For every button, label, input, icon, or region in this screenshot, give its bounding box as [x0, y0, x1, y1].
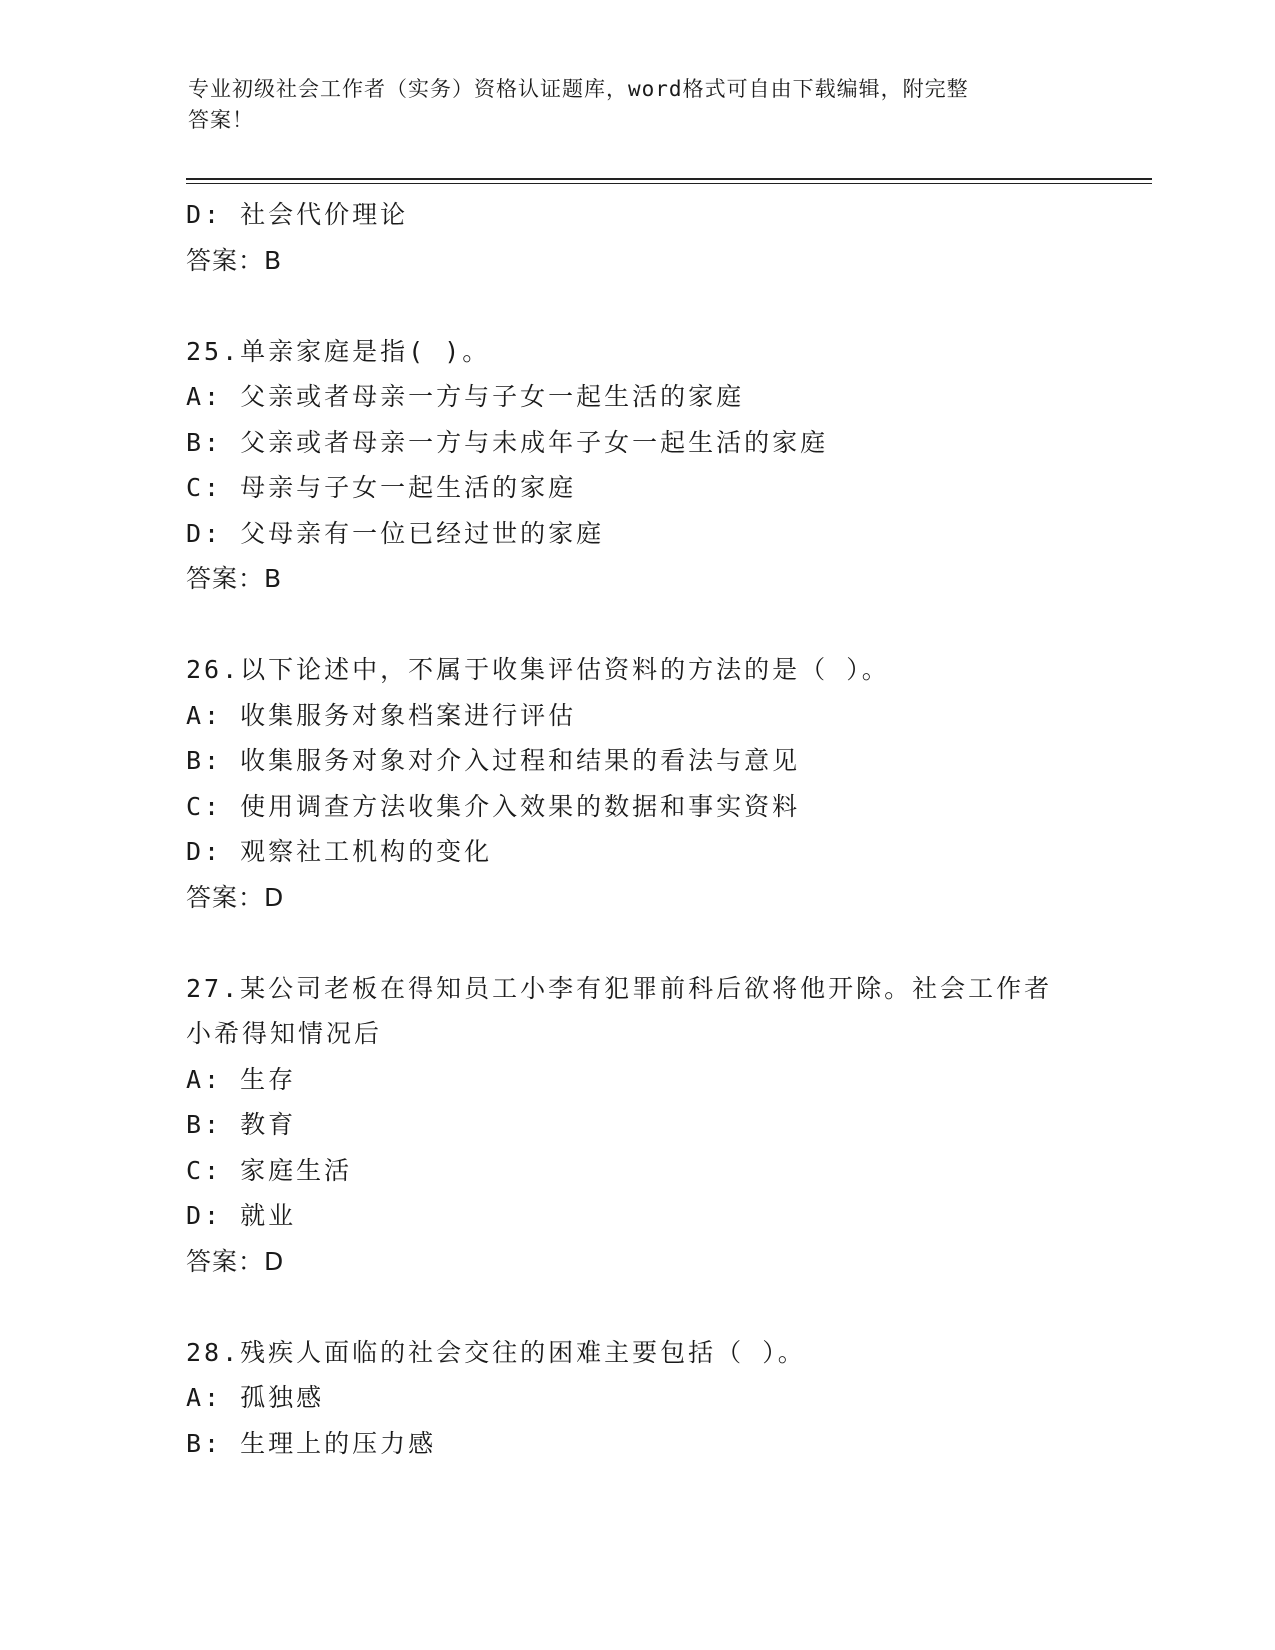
- option-b: B: 父亲或者母亲一方与未成年子女一起生活的家庭: [186, 427, 829, 457]
- question-25: [186, 329, 1086, 602]
- header-line-1: 专业初级社会工作者（实务）资格认证题库，word格式可自由下载编辑，附完整: [188, 77, 969, 101]
- question-27: [186, 966, 1086, 1285]
- header-divider-thin: [186, 183, 1152, 184]
- option-b: B: 教育: [186, 1110, 297, 1139]
- option-d: D: 社会代价理论: [186, 200, 409, 229]
- option-d: D: 父母亲有一位已经过世的家庭: [186, 518, 605, 548]
- option-b: B: 生理上的压力感: [186, 1428, 437, 1458]
- option-c: C: 家庭生活: [186, 1155, 353, 1185]
- question-28: [186, 1330, 1086, 1467]
- answer-line: 答案：B: [186, 564, 283, 593]
- option-a: A: 孤独感: [186, 1383, 325, 1412]
- spacer: [186, 1284, 1086, 1330]
- question-list: [186, 192, 1086, 1466]
- answer-line: 答案：B: [186, 245, 283, 275]
- question-stem: 25.单亲家庭是指( )。: [186, 336, 491, 366]
- document-header: [188, 74, 1068, 136]
- option-c: C: 母亲与子女一起生活的家庭: [186, 473, 577, 502]
- spacer: [186, 920, 1086, 966]
- question-stem-line-1: 27.某公司老板在得知员工小李有犯罪前科后欲将他开除。社会工作者: [186, 973, 1053, 1003]
- header-divider-thick: [186, 178, 1152, 180]
- option-a: A: 收集服务对象档案进行评估: [186, 700, 577, 730]
- option-a: A: 生存: [186, 1064, 297, 1094]
- answer-line: 答案：D: [186, 1246, 285, 1276]
- spacer: [186, 602, 1086, 648]
- spacer: [186, 283, 1086, 329]
- option-a: A: 父亲或者母亲一方与子女一起生活的家庭: [186, 382, 745, 411]
- answer-line: 答案：D: [186, 882, 285, 912]
- question-stem: 28.残疾人面临的社会交往的困难主要包括（ ）。: [186, 1337, 806, 1367]
- option-d: D: 就业: [186, 1201, 297, 1230]
- question-stem-line-2: 小希得知情况后: [186, 1019, 383, 1048]
- question-stem: 26.以下论述中，不属于收集评估资料的方法的是（ ）。: [186, 655, 890, 684]
- option-b: B: 收集服务对象对介入过程和结果的看法与意见: [186, 746, 801, 775]
- option-c: C: 使用调查方法收集介入效果的数据和事实资料: [186, 791, 801, 821]
- header-line-2: 答案！: [188, 108, 254, 132]
- question-26: [186, 647, 1086, 920]
- option-d: D: 观察社工机构的变化: [186, 837, 493, 866]
- previous-question-tail: [186, 192, 1086, 283]
